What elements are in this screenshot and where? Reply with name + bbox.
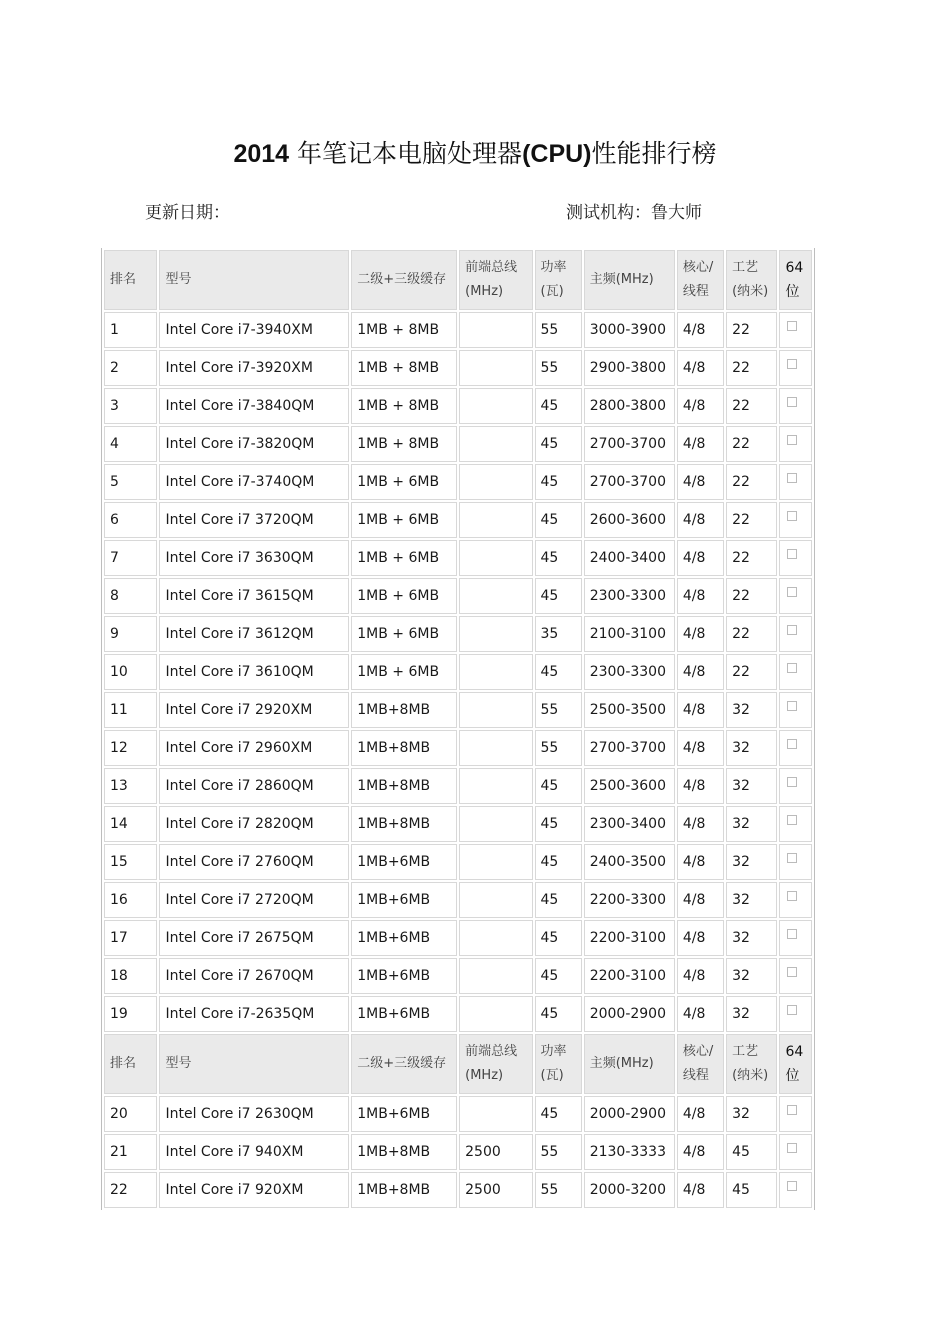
- checkbox-icon: [787, 549, 797, 559]
- table-cell: [459, 768, 532, 804]
- table-cell: 4/8: [677, 920, 724, 956]
- table-cell: 22: [726, 350, 777, 386]
- table-cell: 45: [535, 464, 582, 500]
- table-cell: 45: [535, 1096, 582, 1132]
- table-cell: [459, 882, 532, 918]
- table-cell: 45: [535, 502, 582, 538]
- column-header: 功率(瓦): [535, 1034, 582, 1094]
- column-header: 功率(瓦): [535, 250, 582, 310]
- table-cell: 4/8: [677, 882, 724, 918]
- column-header: 工艺(纳米): [726, 250, 777, 310]
- table-cell: 45: [535, 426, 582, 462]
- table-row: [104, 350, 812, 386]
- table-cell: 4/8: [677, 616, 724, 652]
- table-cell: 13: [104, 768, 157, 804]
- table-cell: 4/8: [677, 654, 724, 690]
- table-cell: 18: [104, 958, 157, 994]
- table-cell: Intel Core i7 3615QM: [159, 578, 349, 614]
- 64bit-cell: [779, 882, 812, 918]
- 64bit-cell: [779, 502, 812, 538]
- 64bit-cell: [779, 540, 812, 576]
- table-row: [104, 1096, 812, 1132]
- table-cell: 1MB + 8MB: [351, 388, 457, 424]
- table-cell: 45: [535, 920, 582, 956]
- table-cell: 2400-3500: [584, 844, 675, 880]
- table-cell: 2100-3100: [584, 616, 675, 652]
- table-cell: 1MB + 8MB: [351, 350, 457, 386]
- cpu-ranking-table: [101, 248, 815, 1210]
- checkbox-icon: [787, 397, 797, 407]
- table-cell: 4/8: [677, 578, 724, 614]
- 64bit-cell: [779, 844, 812, 880]
- table-header-row: [104, 1034, 812, 1094]
- table-cell: 1MB+6MB: [351, 996, 457, 1032]
- table-cell: 45: [535, 882, 582, 918]
- table-cell: [459, 388, 532, 424]
- title-text-2: 性能排行榜: [591, 139, 717, 168]
- table-cell: 16: [104, 882, 157, 918]
- table-cell: 4/8: [677, 996, 724, 1032]
- 64bit-cell: [779, 806, 812, 842]
- checkbox-icon: [787, 435, 797, 445]
- table-cell: 32: [726, 996, 777, 1032]
- table-cell: 9: [104, 616, 157, 652]
- table-cell: 45: [535, 996, 582, 1032]
- table-cell: 2800-3800: [584, 388, 675, 424]
- table-cell: 11: [104, 692, 157, 728]
- table-cell: Intel Core i7-3940XM: [159, 312, 349, 348]
- column-header: 工艺(纳米): [726, 1034, 777, 1094]
- table-cell: 32: [726, 844, 777, 880]
- column-header: 前端总线(MHz): [459, 250, 532, 310]
- checkbox-icon: [787, 1005, 797, 1015]
- column-header: 型号: [159, 250, 349, 310]
- table-cell: 22: [726, 388, 777, 424]
- 64bit-cell: [779, 1096, 812, 1132]
- column-header: 核心/线程: [677, 1034, 724, 1094]
- column-header: 核心/线程: [677, 250, 724, 310]
- tester-label: 测试机构：鲁大师: [566, 203, 702, 223]
- table-cell: [459, 540, 532, 576]
- table-cell: 45: [535, 844, 582, 880]
- table-cell: 4/8: [677, 806, 724, 842]
- table-cell: 1MB + 6MB: [351, 540, 457, 576]
- table-cell: 35: [535, 616, 582, 652]
- 64bit-cell: [779, 388, 812, 424]
- title-year: 2014: [233, 140, 290, 168]
- table-cell: 4/8: [677, 1172, 724, 1208]
- table-cell: 2200-3100: [584, 920, 675, 956]
- table-cell: 5: [104, 464, 157, 500]
- column-header: 64位: [779, 250, 812, 310]
- table-cell: 2000-2900: [584, 996, 675, 1032]
- checkbox-icon: [787, 929, 797, 939]
- table-cell: 4/8: [677, 1096, 724, 1132]
- table-cell: [459, 654, 532, 690]
- checkbox-icon: [787, 777, 797, 787]
- table-cell: Intel Core i7 2630QM: [159, 1096, 349, 1132]
- table-row: [104, 1172, 812, 1208]
- table-cell: 2300-3300: [584, 578, 675, 614]
- table-row: [104, 464, 812, 500]
- table-cell: 2500-3600: [584, 768, 675, 804]
- table-cell: 2200-3100: [584, 958, 675, 994]
- table-cell: 45: [726, 1134, 777, 1170]
- table-cell: 1MB+8MB: [351, 692, 457, 728]
- table-cell: 4/8: [677, 464, 724, 500]
- table-cell: Intel Core i7 2670QM: [159, 958, 349, 994]
- table-cell: 22: [726, 312, 777, 348]
- 64bit-cell: [779, 464, 812, 500]
- table-cell: [459, 958, 532, 994]
- 64bit-cell: [779, 692, 812, 728]
- column-header: 64位: [779, 1034, 812, 1094]
- table-cell: 2130-3333: [584, 1134, 675, 1170]
- 64bit-cell: [779, 1134, 812, 1170]
- update-date-label: 更新日期：: [145, 203, 230, 223]
- table-cell: Intel Core i7-3920XM: [159, 350, 349, 386]
- table-cell: Intel Core i7 3630QM: [159, 540, 349, 576]
- table-row: [104, 958, 812, 994]
- table-cell: 45: [535, 388, 582, 424]
- 64bit-cell: [779, 1172, 812, 1208]
- table-cell: 4/8: [677, 502, 724, 538]
- table-cell: 1MB + 8MB: [351, 426, 457, 462]
- table-header-row: [104, 250, 812, 310]
- table-cell: 2300-3400: [584, 806, 675, 842]
- table-cell: 22: [726, 426, 777, 462]
- title-text-1: 年笔记本电脑处理器: [297, 139, 523, 168]
- table-cell: Intel Core i7-2635QM: [159, 996, 349, 1032]
- table-cell: 45: [535, 806, 582, 842]
- table-cell: 22: [726, 578, 777, 614]
- table-cell: 55: [535, 312, 582, 348]
- table-row: [104, 1134, 812, 1170]
- table-cell: 4/8: [677, 844, 724, 880]
- table-cell: 1MB+6MB: [351, 1096, 457, 1132]
- table-cell: Intel Core i7 2675QM: [159, 920, 349, 956]
- checkbox-icon: [787, 359, 797, 369]
- table-cell: [459, 350, 532, 386]
- table-cell: 32: [726, 958, 777, 994]
- table-cell: 3000-3900: [584, 312, 675, 348]
- 64bit-cell: [779, 654, 812, 690]
- checkbox-icon: [787, 739, 797, 749]
- checkbox-icon: [787, 587, 797, 597]
- checkbox-icon: [787, 701, 797, 711]
- column-header: 主频(MHz): [584, 1034, 675, 1094]
- column-header: 型号: [159, 1034, 349, 1094]
- table-cell: 2200-3300: [584, 882, 675, 918]
- table-cell: [459, 806, 532, 842]
- table-cell: 22: [726, 464, 777, 500]
- table-cell: 45: [535, 540, 582, 576]
- page-title: [0, 134, 950, 170]
- table-cell: 45: [535, 958, 582, 994]
- table-cell: 22: [726, 502, 777, 538]
- table-cell: 1MB + 8MB: [351, 312, 457, 348]
- table-cell: Intel Core i7 2720QM: [159, 882, 349, 918]
- table-cell: 32: [726, 768, 777, 804]
- table-cell: 1MB+6MB: [351, 920, 457, 956]
- table-cell: Intel Core i7-3820QM: [159, 426, 349, 462]
- table-cell: 1MB+6MB: [351, 958, 457, 994]
- table-cell: Intel Core i7-3840QM: [159, 388, 349, 424]
- 64bit-cell: [779, 768, 812, 804]
- table-row: [104, 806, 812, 842]
- table-row: [104, 996, 812, 1032]
- table-row: [104, 844, 812, 880]
- table-cell: [459, 426, 532, 462]
- table-cell: 1MB + 6MB: [351, 654, 457, 690]
- table-cell: 4/8: [677, 388, 724, 424]
- checkbox-icon: [787, 1181, 797, 1191]
- table-cell: 55: [535, 730, 582, 766]
- 64bit-cell: [779, 730, 812, 766]
- table-cell: 4/8: [677, 312, 724, 348]
- table-cell: 4/8: [677, 540, 724, 576]
- table-cell: Intel Core i7 2960XM: [159, 730, 349, 766]
- table-cell: 4/8: [677, 958, 724, 994]
- column-header: 二级+三级缓存: [351, 250, 457, 310]
- table-row: [104, 730, 812, 766]
- table-cell: 4/8: [677, 350, 724, 386]
- table-cell: 45: [726, 1172, 777, 1208]
- table-cell: [459, 730, 532, 766]
- table-cell: 1MB+8MB: [351, 806, 457, 842]
- table-cell: 2000-3200: [584, 1172, 675, 1208]
- checkbox-icon: [787, 891, 797, 901]
- checkbox-icon: [787, 853, 797, 863]
- table-cell: 17: [104, 920, 157, 956]
- checkbox-icon: [787, 815, 797, 825]
- table-cell: 32: [726, 920, 777, 956]
- table-cell: 32: [726, 882, 777, 918]
- checkbox-icon: [787, 1105, 797, 1115]
- 64bit-cell: [779, 958, 812, 994]
- table-cell: Intel Core i7 2760QM: [159, 844, 349, 880]
- table-cell: 32: [726, 1096, 777, 1132]
- table-cell: 1MB + 6MB: [351, 578, 457, 614]
- table-cell: 1: [104, 312, 157, 348]
- checkbox-icon: [787, 511, 797, 521]
- table-cell: Intel Core i7 2920XM: [159, 692, 349, 728]
- table-cell: [459, 996, 532, 1032]
- table-cell: 2000-2900: [584, 1096, 675, 1132]
- table-cell: 7: [104, 540, 157, 576]
- table-cell: 2300-3300: [584, 654, 675, 690]
- table-cell: Intel Core i7 2820QM: [159, 806, 349, 842]
- table-cell: 1MB+8MB: [351, 1134, 457, 1170]
- 64bit-cell: [779, 350, 812, 386]
- table-cell: 20: [104, 1096, 157, 1132]
- table-cell: [459, 920, 532, 956]
- table-cell: 4: [104, 426, 157, 462]
- table-cell: 22: [726, 654, 777, 690]
- table-cell: [459, 844, 532, 880]
- table-cell: 12: [104, 730, 157, 766]
- table-row: [104, 768, 812, 804]
- table-cell: 2700-3700: [584, 464, 675, 500]
- table-cell: 1MB+8MB: [351, 768, 457, 804]
- table-cell: [459, 464, 532, 500]
- table-cell: 8: [104, 578, 157, 614]
- table-cell: 10: [104, 654, 157, 690]
- table-row: [104, 502, 812, 538]
- table-cell: 2700-3700: [584, 426, 675, 462]
- table-cell: 2900-3800: [584, 350, 675, 386]
- table-cell: 55: [535, 1172, 582, 1208]
- table-cell: Intel Core i7 920XM: [159, 1172, 349, 1208]
- table-cell: 22: [726, 616, 777, 652]
- table-cell: [459, 312, 532, 348]
- table-row: [104, 882, 812, 918]
- table-cell: 1MB + 6MB: [351, 616, 457, 652]
- table-cell: 55: [535, 692, 582, 728]
- table-cell: 2700-3700: [584, 730, 675, 766]
- table-row: [104, 654, 812, 690]
- table-cell: 4/8: [677, 426, 724, 462]
- table-cell: [459, 692, 532, 728]
- table-cell: 2400-3400: [584, 540, 675, 576]
- 64bit-cell: [779, 996, 812, 1032]
- checkbox-icon: [787, 967, 797, 977]
- table-cell: 45: [535, 768, 582, 804]
- table-cell: 4/8: [677, 1134, 724, 1170]
- table-cell: 1MB + 6MB: [351, 464, 457, 500]
- table-cell: 19: [104, 996, 157, 1032]
- table-row: [104, 692, 812, 728]
- table-cell: 4/8: [677, 692, 724, 728]
- checkbox-icon: [787, 473, 797, 483]
- table-cell: 3: [104, 388, 157, 424]
- table-cell: 4/8: [677, 768, 724, 804]
- table-cell: 1MB+8MB: [351, 1172, 457, 1208]
- table-cell: 55: [535, 1134, 582, 1170]
- table-cell: 2500-3500: [584, 692, 675, 728]
- table-row: [104, 540, 812, 576]
- table-cell: Intel Core i7 3612QM: [159, 616, 349, 652]
- table-cell: Intel Core i7 2860QM: [159, 768, 349, 804]
- table-row: [104, 920, 812, 956]
- table-cell: Intel Core i7-3740QM: [159, 464, 349, 500]
- table-cell: [459, 616, 532, 652]
- table-cell: [459, 578, 532, 614]
- title-cpu: (CPU): [522, 140, 592, 168]
- table-cell: [459, 1096, 532, 1132]
- table-cell: 1MB+6MB: [351, 844, 457, 880]
- table-cell: 1MB + 6MB: [351, 502, 457, 538]
- checkbox-icon: [787, 663, 797, 673]
- table-cell: 45: [535, 654, 582, 690]
- checkbox-icon: [787, 1143, 797, 1153]
- table-cell: 14: [104, 806, 157, 842]
- 64bit-cell: [779, 578, 812, 614]
- table-row: [104, 312, 812, 348]
- 64bit-cell: [779, 920, 812, 956]
- table-cell: 2500: [459, 1134, 532, 1170]
- table-cell: Intel Core i7 940XM: [159, 1134, 349, 1170]
- 64bit-cell: [779, 426, 812, 462]
- column-header: 排名: [104, 1034, 157, 1094]
- table-cell: Intel Core i7 3720QM: [159, 502, 349, 538]
- table-cell: [459, 502, 532, 538]
- table-row: [104, 426, 812, 462]
- checkbox-icon: [787, 321, 797, 331]
- checkbox-icon: [787, 625, 797, 635]
- table-cell: 2600-3600: [584, 502, 675, 538]
- table-cell: 45: [535, 578, 582, 614]
- table-cell: 2: [104, 350, 157, 386]
- table-cell: 1MB+6MB: [351, 882, 457, 918]
- table-cell: 6: [104, 502, 157, 538]
- table-cell: 15: [104, 844, 157, 880]
- table-cell: 32: [726, 692, 777, 728]
- table-row: [104, 578, 812, 614]
- table-row: [104, 388, 812, 424]
- column-header: 排名: [104, 250, 157, 310]
- table-row: [104, 616, 812, 652]
- table-cell: 22: [726, 540, 777, 576]
- table-cell: 32: [726, 730, 777, 766]
- 64bit-cell: [779, 312, 812, 348]
- table-cell: 55: [535, 350, 582, 386]
- table-cell: 22: [104, 1172, 157, 1208]
- table-cell: 1MB+8MB: [351, 730, 457, 766]
- table-cell: 2500: [459, 1172, 532, 1208]
- table-cell: 4/8: [677, 730, 724, 766]
- column-header: 主频(MHz): [584, 250, 675, 310]
- table-cell: 21: [104, 1134, 157, 1170]
- column-header: 前端总线(MHz): [459, 1034, 532, 1094]
- column-header: 二级+三级缓存: [351, 1034, 457, 1094]
- table-cell: 32: [726, 806, 777, 842]
- table-cell: Intel Core i7 3610QM: [159, 654, 349, 690]
- 64bit-cell: [779, 616, 812, 652]
